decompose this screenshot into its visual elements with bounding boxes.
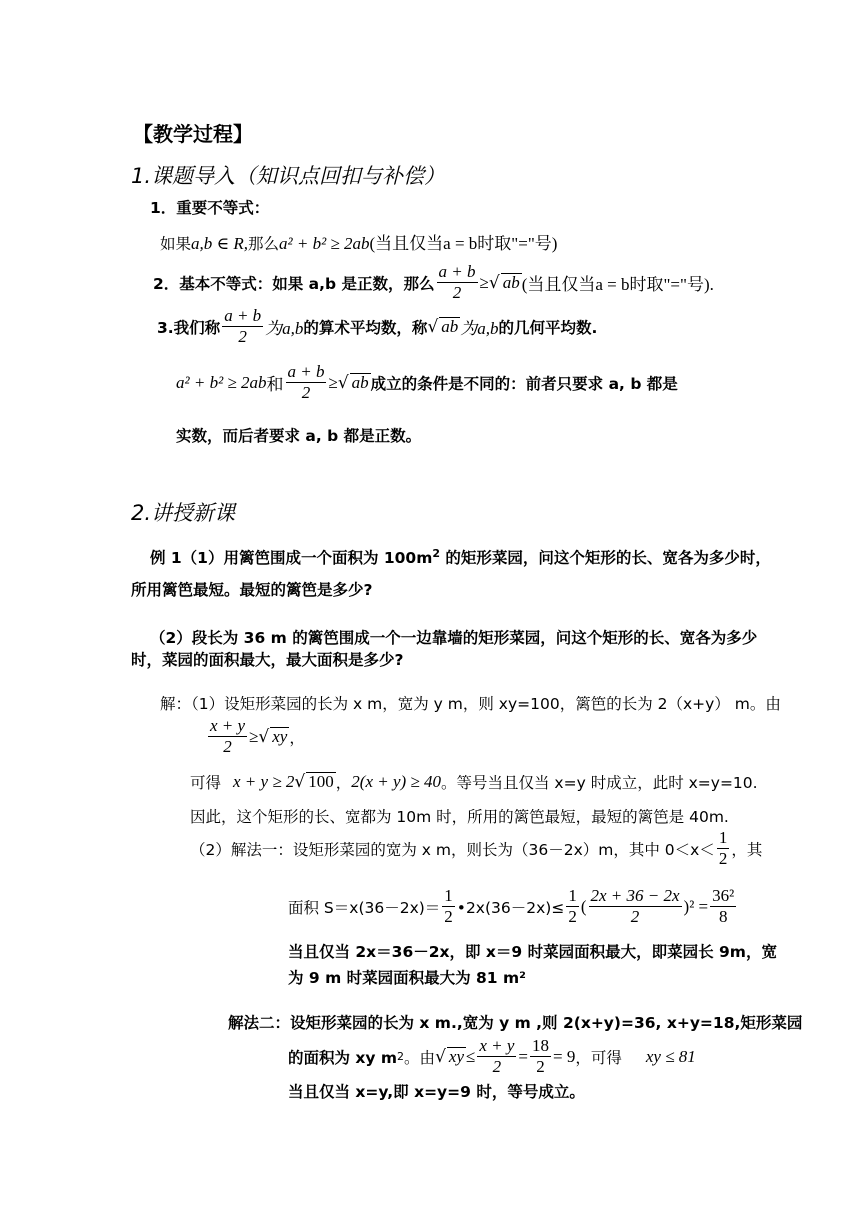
m2-comma: ，可得 (575, 1048, 622, 1067)
item1-label: 1．重要不等式： (150, 199, 270, 217)
sol1-l3-sep: ， (335, 774, 352, 792)
m2-frac1 (477, 1036, 516, 1078)
sqrt-icon: √ (258, 726, 270, 747)
note-fraction (286, 362, 327, 404)
solution1-line2 (206, 716, 305, 758)
area-frac2 (566, 886, 579, 928)
note-frac-num: a + b (286, 362, 327, 383)
method2-line1: 解法二：设矩形菜园的长为 x m.,宽为 y m ,则 2(x+y)=36, x+y=18,矩形菜园 (228, 1014, 803, 1032)
sqrt-icon: √ (337, 372, 349, 393)
m2-prefix: 的面积为 xy m (288, 1048, 398, 1067)
section2-title: 2.讲授新课 (131, 501, 236, 525)
area-f4-den: 8 (718, 907, 728, 927)
ex1-sup: 2 (432, 546, 441, 560)
note-frac-den: 2 (301, 383, 311, 403)
item1-tail: (当且仅当a = b时取"="号) (369, 234, 558, 253)
equality-line1: 当且仅当 2x＝36－2x，即 x＝9 时菜园面积最大，即菜园长 9m，宽 (288, 943, 777, 961)
ex1-tail: 的矩形菜园，问这个矩形的长、宽各为多少时， (440, 549, 771, 567)
sol1-l3-prefix: 可得 (190, 774, 222, 792)
area-frac4 (710, 886, 736, 928)
solution1-line1: 解：（1）设矩形菜园的长为 x m，宽为 y m，则 xy=100，篱笆的长为 2（x+y） m。由 (160, 695, 781, 713)
item2-sqrt: ab (502, 272, 520, 292)
sol1-l3-sqrt: 100 (308, 772, 334, 791)
sol2-frac-num: 1 (717, 828, 730, 849)
sol2-fraction (717, 828, 730, 870)
area-f3-num: 2x + 36 − 2x (589, 886, 682, 907)
m2-sqrt: xy (448, 1046, 464, 1066)
sol1-l3-math2: 2(x + y) ≥ 40 (351, 772, 441, 791)
m2-le: ≤ (466, 1046, 476, 1066)
item1-ineq: a² + b² ≥ 2ab (279, 234, 370, 253)
sol1-l3-math1: x + y ≥ 2 (233, 772, 295, 791)
m2-frac2 (530, 1036, 551, 1078)
item3-fraction (222, 306, 263, 348)
section-heading: 【教学过程】 (133, 122, 253, 146)
sol1-frac-den: 2 (223, 737, 232, 757)
solution1-line3 (190, 771, 758, 793)
area-formula (288, 886, 738, 928)
sqrt-icon: √ (427, 316, 439, 337)
m2-mid: 。由 (404, 1048, 436, 1067)
area-f2-num: 1 (566, 886, 579, 907)
sol1-sqrt: xy (272, 726, 288, 746)
item2-frac-num: a + b (437, 262, 478, 283)
item2-tail: (当且仅当a = b时取"="号). (521, 275, 714, 295)
item2-prefix: 2．基本不等式：如果 a,b 是正数，那么 (153, 274, 435, 293)
solution1-line4: 因此，这个矩形的长、宽都为 10m 时，所用的篱笆最短，最短的篱笆是 40m. (190, 808, 729, 826)
ex1-text: 例 1（1）用篱笆围成一个面积为 100m (150, 549, 433, 567)
sol1-ge: ≥ (249, 726, 259, 746)
sqrt-icon: √ (435, 1046, 446, 1067)
m2-sup: 2 (397, 1050, 405, 1064)
area-paren-open: ( (580, 896, 587, 916)
sol2-tail: ，其 (731, 840, 763, 859)
item2-fraction (437, 262, 478, 304)
item1-prefix: 如果 (160, 235, 192, 253)
method2-line3: 当且仅当 x=y,即 x=y=9 时，等号成立。 (288, 1083, 585, 1101)
sol1-fraction (208, 716, 247, 758)
m2-eq1: = (518, 1046, 528, 1066)
example1-line1 (150, 546, 771, 568)
m2-f2-den: 2 (536, 1057, 545, 1077)
note-and: 和 (266, 375, 284, 395)
m2-f2-num: 18 (530, 1036, 551, 1057)
item3-frac-den: 2 (238, 327, 247, 347)
note-tail: 成立的条件是不同的：前者只要求 a, b 都是 (370, 374, 678, 393)
item2-ge: ≥ (479, 272, 489, 292)
equality-line2: 为 9 m 时菜园面积最大为 81 m² (288, 969, 526, 987)
item3-line (157, 306, 597, 348)
sol2-text: （2）解法一：设矩形菜园的宽为 x m，则长为（36－2x）m，其中 0＜x＜ (190, 840, 715, 859)
area-frac1 (442, 886, 455, 928)
area-f3-den: 2 (630, 907, 640, 927)
item2-frac-den: 2 (452, 283, 462, 303)
example2-line2: 时，菜园的面积最大，最大面积是多少? (131, 651, 404, 669)
note-ge: ≥ (328, 372, 338, 392)
sol1-l3-tail: 。等号当且仅当 x=y 时成立，此时 x=y=10. (441, 774, 758, 792)
example1-line2: 所用篱笆最短。最短的篱笆是多少? (131, 581, 373, 599)
section1-title: 1.课题导入（知识点回扣与补偿） (131, 164, 446, 188)
method2-line2 (288, 1036, 696, 1078)
m2-f1-num: x + y (477, 1036, 516, 1057)
sol1-frac-num: x + y (208, 716, 247, 737)
sqrt-icon: √ (488, 272, 500, 293)
item3-mid3: 为a,b (460, 319, 499, 339)
area-f2-den: 2 (568, 907, 577, 927)
area-frac3 (589, 886, 682, 928)
item3-prefix: 3.我们称 (157, 318, 221, 337)
m2-result: xy ≤ 81 (645, 1046, 696, 1066)
sol1-comma: ， (289, 728, 305, 747)
item2-line (153, 262, 714, 304)
example2-line1: （2）段长为 36 m 的篱笆围成一个一边靠墙的矩形菜园，问这个矩形的长、宽各为多少 (150, 629, 758, 647)
item1-line (160, 229, 557, 254)
note-line1 (176, 362, 678, 404)
area-mid: •2x(36－2x)≤ (456, 898, 565, 917)
item1-math: a,b ∈ R, (191, 234, 248, 253)
area-paren-close: )² = (683, 896, 709, 916)
sol2-frac-den: 2 (718, 849, 728, 869)
area-f1-den: 2 (444, 907, 453, 927)
area-prefix: 面积 S＝x(36－2x)＝ (288, 898, 441, 917)
sqrt-icon: √ (294, 772, 306, 792)
note-math1: a² + b² ≥ 2ab (176, 372, 267, 392)
note-line2: 实数，而后者要求 a, b 都是正数。 (176, 427, 422, 445)
item3-mid2: 的算术平均数，称 (303, 318, 428, 337)
note-sqrt: ab (351, 372, 369, 392)
area-f1-num: 1 (442, 886, 455, 907)
item3-tail: 的几何平均数. (498, 318, 598, 337)
item3-mid1: 为a,b (265, 319, 304, 339)
item3-frac-num: a + b (222, 306, 263, 327)
item3-sqrt: ab (441, 316, 459, 336)
m2-f1-den: 2 (492, 1057, 502, 1077)
item1-mid: 那么 (247, 235, 279, 253)
area-f4-num: 36² (710, 886, 736, 907)
solution2-line1 (190, 828, 762, 870)
m2-eq2: = 9 (553, 1046, 576, 1066)
